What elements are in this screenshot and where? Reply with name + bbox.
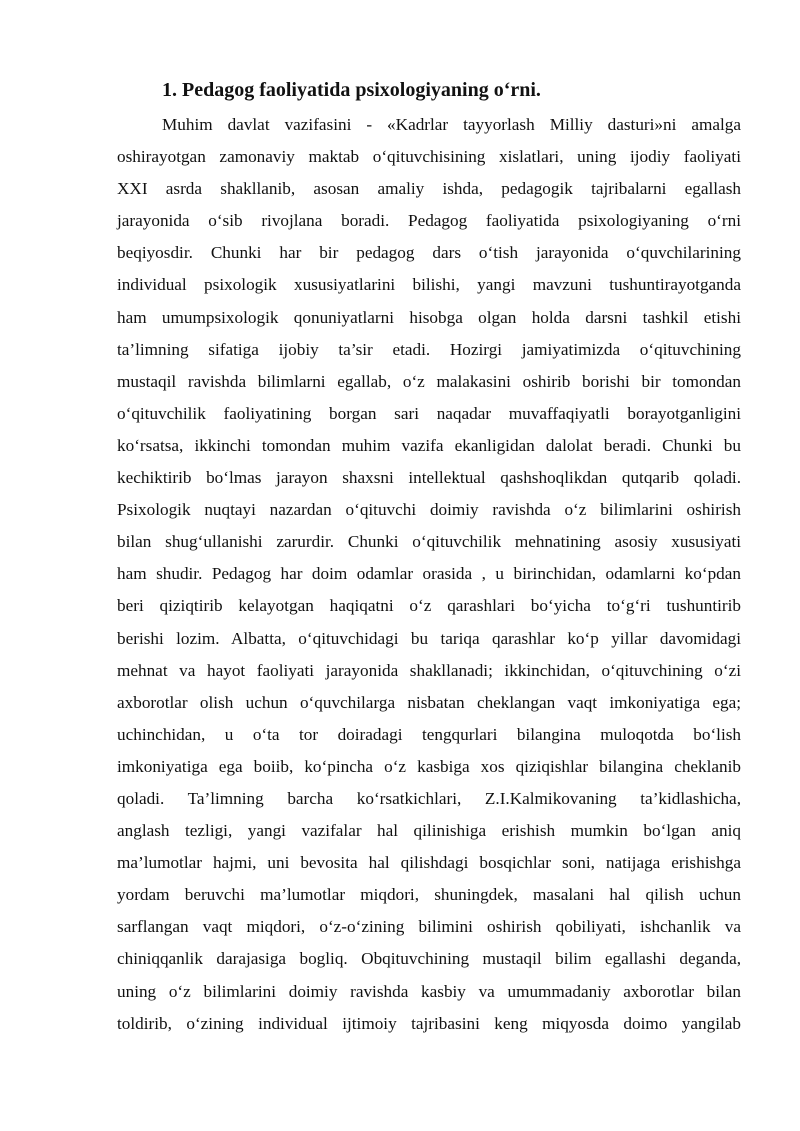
paragraph-line: beqiyosdir. Chunki har bir pedagog dars o‘tish jarayonida o‘quvchilarining bbox=[117, 243, 741, 263]
paragraph-line: anglash tezligi, yangi vazifalar hal qilinishiga erishish mumkin bo‘lgan aniq bbox=[117, 821, 741, 841]
paragraph-line: yordam beruvchi ma’lumotlar miqdori, shuningdek, masalani hal qilish uchun bbox=[117, 885, 741, 905]
body-paragraph bbox=[117, 109, 741, 1040]
paragraph-line: Muhim davlat vazifasini - «Kadrlar tayyorlash Milliy dasturi»ni amalga bbox=[162, 115, 741, 134]
paragraph-line: ta’limning sifatiga ijobiy ta’sir etadi. Hozirgi jamiyatimizda o‘qituvchining bbox=[117, 339, 741, 359]
paragraph-line: imkoniyatiga ega boiib, ko‘pincha o‘z kasbiga xos qiziqishlar bilangina cheklanib bbox=[117, 756, 741, 776]
paragraph-line: o‘qituvchilik faoliyatining borgan sari naqadar muvaffaqiyatli borayotganligini bbox=[117, 403, 741, 423]
paragraph-line: axborotlar olish uchun o‘quvchilarga nisbatan cheklangan vaqt imkoniyatiga ega; bbox=[117, 692, 741, 712]
paragraph-line: ko‘rsatsa, ikkinchi tomondan muhim vazifa ekanligidan dalolat beradi. Chunki bu bbox=[117, 435, 741, 455]
paragraph-line: toldirib, o‘zining individual ijtimoiy tajribasini keng miqyosda doimo yangilab bbox=[117, 1013, 741, 1033]
paragraph-line: Psixologik nuqtayi nazardan o‘qituvchi doimiy ravishda o‘z bilimlarini oshirish bbox=[117, 500, 741, 520]
paragraph-line: jarayonida o‘sib rivojlana boradi. Pedagog faoliyatida psixologiyaning o‘rni bbox=[117, 211, 741, 231]
paragraph-line: ma’lumotlar hajmi, uni bevosita hal qilishdagi bosqichlar soni, natijaga erishishga bbox=[117, 853, 741, 873]
paragraph-line: berishi lozim. Albatta, o‘qituvchidagi bu tariqa qarashlar ko‘p yillar davomidagi bbox=[117, 628, 741, 648]
paragraph-line: individual psixologik xususiyatlarini bilishi, yangi mavzuni tushuntirayotganda bbox=[117, 275, 741, 295]
paragraph-line: qoladi. Ta’limning barcha ko‘rsatkichlari, Z.I.Kalmikovaning ta’kidlashicha, bbox=[117, 788, 741, 808]
section-heading: 1. Pedagog faoliyatida psixologiyaning o‘rni. bbox=[162, 79, 541, 101]
paragraph-line: ham shudir. Pedagog har doim odamlar orasida , u birinchidan, odamlarni ko‘pdan bbox=[117, 564, 741, 584]
paragraph-line: kechiktirib bo‘lmas jarayon shaxsni intellektual qashshoqlikdan qutqarib qoladi. bbox=[117, 468, 741, 488]
paragraph-line: chiniqqanlik darajasiga bogliq. Obqituvchining mustaqil bilim egallashi deganda, bbox=[117, 949, 741, 969]
paragraph-line: mehnat va hayot faoliyati jarayonida shakllanadi; ikkinchidan, o‘qituvchining o‘zi bbox=[117, 660, 741, 680]
paragraph-line: XXI asrda shakllanib, asosan amaliy ishda, pedagogik tajribalarni egallash bbox=[117, 179, 741, 199]
paragraph-line: uchinchidan, u o‘ta tor doiradagi tengqurlari bilangina muloqotda bo‘lish bbox=[117, 724, 741, 744]
paragraph-line: ham umumpsixologik qonuniyatlarni hisobga olgan holda darsni tashkil etishi bbox=[117, 307, 741, 327]
paragraph-line: bilan shug‘ullanishi zarurdir. Chunki o‘qituvchilik mehnatining asosiy xususiyati bbox=[117, 532, 741, 552]
paragraph-line: uning o‘z bilimlarini doimiy ravishda kasbiy va umummadaniy axborotlar bilan bbox=[117, 981, 741, 1001]
paragraph-line: beri qiziqtirib kelayotgan haqiqatni o‘z qarashlari bo‘yicha to‘g‘ri tushuntirib bbox=[117, 596, 741, 616]
paragraph-line: mustaqil ravishda bilimlarni egallab, o‘z malakasini oshirib borishi bir tomondan bbox=[117, 371, 741, 391]
paragraph-line: oshirayotgan zamonaviy maktab o‘qituvchisining xislatlari, uning ijodiy faoliyati bbox=[117, 147, 741, 167]
paragraph-line: sarflangan vaqt miqdori, o‘z-o‘zining bilimini oshirish qobiliyati, ishchanlik va bbox=[117, 917, 741, 937]
